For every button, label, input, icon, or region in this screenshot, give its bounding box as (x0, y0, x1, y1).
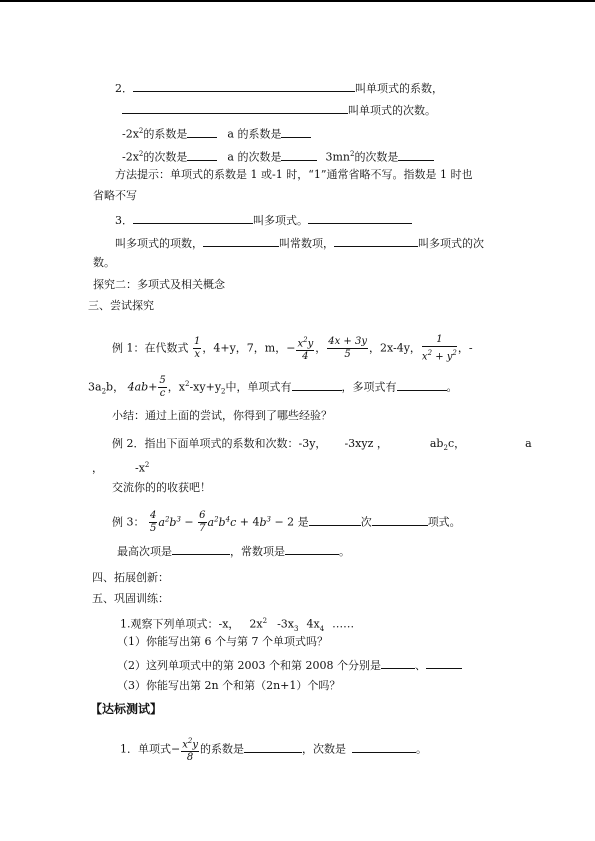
answer-blank (133, 80, 355, 92)
answer-blank (292, 379, 342, 391)
answer-blank (133, 212, 253, 224)
fraction-5-over-c: $\frac{5}{c}$ (159, 375, 166, 399)
example-1-line2: $3a_2b$， 4ab+ $\frac{5}{c}$ ，$x^2-xy+y_2$中，单项式有 ，多项式有 。 (88, 375, 458, 399)
training-sub1: （1）你能写出第 6 个与第 7 个单项式吗？ (117, 635, 328, 648)
section-3-heading: 三、尝试探究 (88, 299, 154, 312)
q3-line3: 数。 (93, 256, 115, 269)
answer-blank (187, 126, 217, 138)
answer-blank (285, 543, 339, 555)
highest-term-line: 最高次项是 ，常数项是 。 (117, 545, 350, 558)
example-3-line: 例 3： $\frac{4}{5}$ $a^2b^3$ − $\frac{6}{7}$ $a^2b^4c + 4b^3 - 2$ 是 次 项式。 (112, 510, 461, 534)
top-rule (0, 0, 595, 2)
example-2-line2: ， $-x^2$ (92, 461, 150, 475)
fraction-1-over-x: $\frac{1}{x}$ (194, 336, 201, 361)
answer-blank (334, 235, 418, 247)
q2-degree-line: $-2x^2$的次数是 a 的次数是 $3mn^2$的次数是 (122, 147, 434, 165)
summary-line: 小结：通过上面的尝试，你得到了哪些经验？ (112, 409, 332, 422)
example-2-line1: 例 2．指出下面单项式的系数和次数：-3y， -3xyz ， $ab_2c$， a (112, 437, 532, 453)
answer-blank (426, 657, 462, 669)
answer-blank (187, 149, 217, 161)
answer-blank (281, 126, 311, 138)
answer-blank (372, 514, 428, 526)
answer-blank (203, 235, 279, 247)
section-5-heading: 五、巩固训练： (92, 592, 169, 605)
answer-blank (308, 212, 412, 224)
fraction-1-over-x2y2: $\frac{1}{x^2 + y^2}$ (421, 334, 457, 363)
answer-blank (381, 657, 415, 669)
explore-2-heading: 探究二：多项式及相关概念 (93, 278, 225, 291)
answer-blank (352, 741, 416, 753)
example-1-line1: 例 1：在代数式 $\frac{1}{x}$ ，4+y，7，m，− $\frac{x^2y}{4}$ ， $\frac{4x + 3y}{5}$ ，2x-4y， $\frac{1}{x^2 + y^2}$ ，- (112, 334, 473, 363)
test-q1: 1．单项式− $\frac{x^2y}{8}$ 的系数是 ，次数是 。 (120, 737, 427, 764)
fraction-4x3y-over-5: $\frac{4x + 3y}{5}$ (328, 336, 367, 361)
q3-line2: 叫多项式的项数， 叫常数项， 叫多项式的次 (115, 237, 484, 250)
answer-blank (398, 149, 434, 161)
section-4-heading: 四、拓展创新： (92, 571, 169, 584)
standard-test-heading: 【达标测试】 (90, 702, 163, 716)
method-tip-line1: 方法提示：单项式的系数是 1 或-1 时，“1”通常省略不写。指数是 1 时也 (115, 168, 473, 181)
training-sub3: （3）你能写出第 2n 个和第（2n+1）个吗？ (117, 679, 341, 692)
answer-blank (281, 149, 317, 161)
method-tip-line2: 省略不写 (93, 189, 137, 202)
answer-blank (244, 741, 302, 753)
training-q1: 1.观察下列单项式：-x， $2x^2$ $-3x_3$ $4x_4$ …… (120, 617, 355, 633)
q2-line2: 叫单项式的次数。 (122, 102, 436, 118)
q2-coef-line: $-2x^2$的系数是 a 的系数是 (122, 124, 311, 142)
fraction-x2y-over-4: $\frac{x^2y}{4}$ (297, 336, 314, 363)
fraction-x2y-over-8: $\frac{x^2y}{8}$ (182, 737, 198, 764)
answer-blank (122, 102, 348, 114)
training-sub2: （2）这列单项式中的第 2003 个和第 2008 个分别是 、 (117, 657, 462, 673)
answer-blank (309, 514, 361, 526)
answer-blank (172, 543, 230, 555)
share-line: 交流你的的收获吧！ (112, 481, 211, 494)
q2-line1: 2． 叫单项式的系数， (115, 82, 443, 95)
answer-blank (397, 379, 447, 391)
q3-line1: 3． 叫多项式。 (115, 212, 412, 228)
